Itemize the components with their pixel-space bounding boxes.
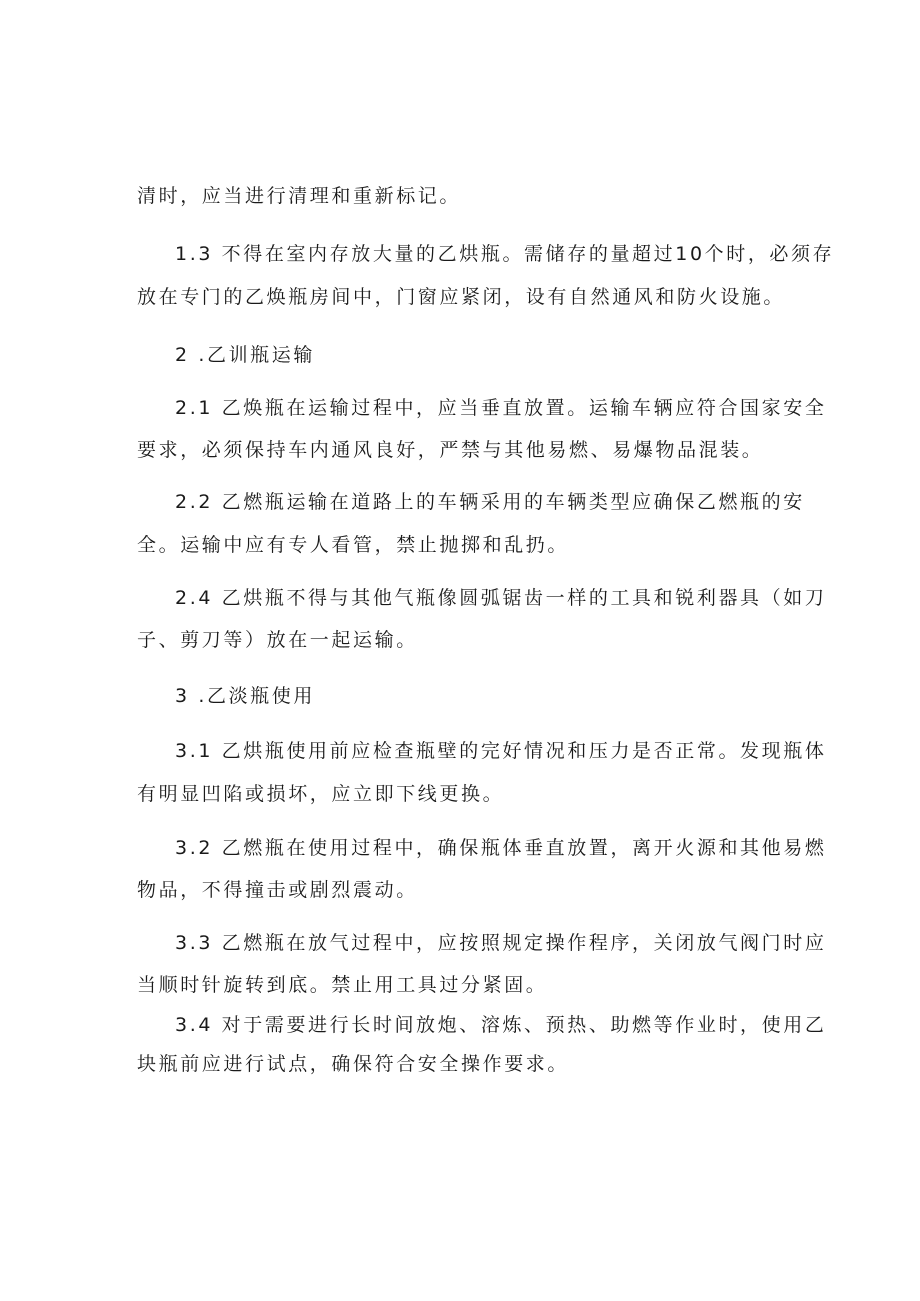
paragraph-2-1-line-1: 2.1 乙焕瓶在运输过程中，应当垂直放置。运输车辆应符合国家安全 — [175, 397, 827, 419]
paragraph-3-4-line-1: 3.4 对于需要进行长时间放炮、溶炼、预热、助燃等作业时，使用乙 — [175, 1014, 827, 1036]
paragraph-2-4-line-2: 子、剪刀等）放在一起运输。 — [137, 629, 418, 651]
paragraph-1-3-line-1: 1.3 不得在室内存放大量的乙烘瓶。需储存的量超过10个时，必须存 — [175, 243, 835, 265]
paragraph-3-3-line-2: 当顺时针旋转到底。禁止用工具过分紧固。 — [137, 974, 548, 996]
paragraph-2-2-line-2: 全。运输中应有专人看管，禁止抛掷和乱扔。 — [137, 534, 570, 556]
paragraph-2-1-line-2: 要求，必须保持车内通风良好，严禁与其他易燃、易爆物品混装。 — [137, 439, 764, 461]
paragraph-1-2-continuation: 清时，应当进行清理和重新标记。 — [137, 185, 462, 207]
paragraph-3-2-line-1: 3.2 乙燃瓶在使用过程中，确保瓶体垂直放置，离开火源和其他易燃 — [175, 837, 827, 859]
paragraph-2-4-line-1: 2.4 乙烘瓶不得与其他气瓶像圆弧锯齿一样的工具和锐利器具（如刀 — [175, 587, 827, 609]
paragraph-1-3-line-2: 放在专门的乙焕瓶房间中，门窗应紧闭，设有自然通风和防火设施。 — [137, 286, 786, 308]
paragraph-3-2-line-2: 物品，不得撞击或剧烈震动。 — [137, 879, 418, 901]
paragraph-3-4-line-2: 块瓶前应进行试点，确保符合安全操作要求。 — [137, 1053, 570, 1075]
section-3-heading: 3 .乙淡瓶使用 — [175, 685, 315, 707]
paragraph-3-1-line-1: 3.1 乙烘瓶使用前应检查瓶壁的完好情况和压力是否正常。发现瓶体 — [175, 740, 827, 762]
paragraph-3-1-line-2: 有明显凹陷或损坏，应立即下线更换。 — [137, 783, 505, 805]
paragraph-2-2-line-1: 2.2 乙燃瓶运输在道路上的车辆采用的车辆类型应确保乙燃瓶的安 — [175, 491, 805, 513]
paragraph-3-3-line-1: 3.3 乙燃瓶在放气过程中，应按照规定操作程序，关闭放气阀门时应 — [175, 932, 827, 954]
section-2-heading: 2 .乙训瓶运输 — [175, 344, 315, 366]
